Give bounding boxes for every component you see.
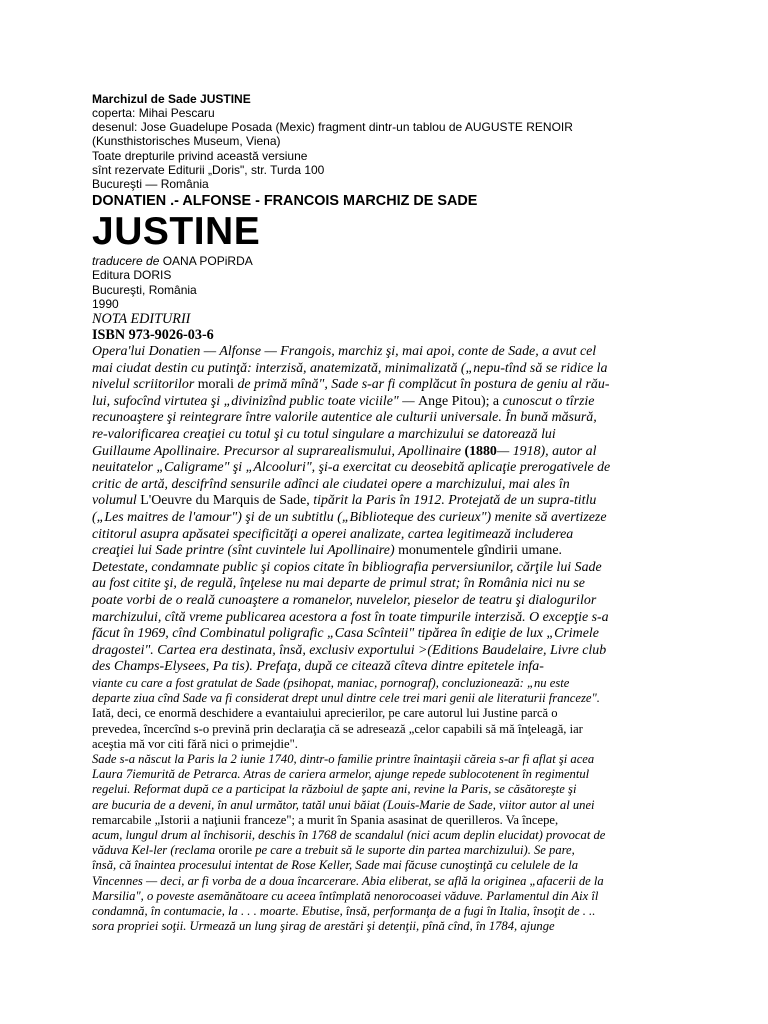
text-run: Guillaume Apollinaire. Precursor al suprarealismului, Apollinaire	[92, 443, 465, 459]
author-line: DONATIEN .- ALFONSE - FRANCOIS MARCHIZ DE SADE	[92, 193, 478, 210]
drawing-credit: desenul: Jose Guadelupe Posada (Mexic) fragment dintr-un tablou de AUGUSTE RENOIR	[92, 120, 573, 135]
body-line	[92, 752, 672, 767]
place-line: Bucureşti, România	[92, 282, 197, 297]
body-line	[92, 782, 672, 797]
body-line	[92, 444, 672, 461]
body-line	[92, 659, 672, 676]
body-line	[92, 767, 672, 782]
body-line	[92, 460, 672, 477]
text-run: Marsilia", o poveste asemănătoare cu aceea întîmplată nenorocoasei văduve. Parlamentul din Aix îl	[92, 888, 599, 903]
text-run: are bucuria de a deveni, în anul următor, tatăl unui băiat (Louis-Marie de Sade, viitor autor al unei	[92, 797, 595, 812]
body-line	[92, 527, 672, 544]
text-run: prevedea, încercînd s-o prevină prin declaraţia că se adresează „celor capabili să mă înţeleagă, iar	[92, 721, 583, 736]
text-run: tipărit la Paris în 1912. Protejată de un supra-titlu	[309, 493, 597, 509]
text-run: Ange Pitou	[418, 393, 481, 409]
isbn-line: ISBN 973-9026-03-6	[92, 327, 214, 344]
front-title-line: Marchizul de Sade JUSTINE	[92, 92, 251, 106]
text-run: parcă o	[517, 706, 558, 721]
city-line: Bucureşti — România	[92, 177, 209, 192]
text-run: (1880	[464, 443, 497, 459]
publisher-line: Editura DORIS	[92, 268, 172, 283]
text-run: acum, lungul drum al închisorii, deschis în 1768 de scandalul (nici acum deplin elucidat) provocat de	[92, 827, 606, 842]
body-line	[92, 377, 672, 394]
text-run: dragostei". Cartea era destinata, însă, exclusiv exportului >(Editions Baudelaire, Livre club	[92, 642, 607, 658]
body-line	[92, 643, 672, 660]
body-line	[92, 493, 672, 510]
text-run: cititorul asupra apăsatei specificităţi a operei analizate, cartea legitimează includerea	[92, 526, 574, 542]
body-line	[92, 361, 672, 378]
text-run: Justine	[482, 706, 518, 721]
body-line	[92, 904, 672, 919]
body-text-small	[92, 676, 672, 934]
body-line	[92, 344, 672, 361]
section-heading: NOTA EDITURII	[92, 311, 191, 328]
rights-line-2: sînt rezervate Editurii „Doris", str. Turda 100	[92, 162, 325, 177]
body-line	[92, 813, 672, 828]
text-run: mai ciudat destin cu putinţă: interzisă, anatemizată, minimalizată („nepu-tînd să se ridice la	[92, 360, 608, 376]
text-run: regelui. Reformat după ce a participat la războiul de şapte ani, revine la Paris, se căsătoreşte şi	[92, 782, 577, 797]
body-line	[92, 543, 672, 560]
text-run: monumentele gîndirii umane.	[398, 543, 563, 559]
text-run: Opera'lui Donatien — Alfonse — Frangois, marchiz şi, mai apoi, conte de Sade, a avut cel	[92, 344, 597, 360]
text-run: morali	[197, 377, 234, 393]
text-run: recunoaştere şi reintegrare între valorile autentice ale culturii universale. În bună măsură,	[92, 410, 597, 426]
text-run: volumul	[92, 493, 141, 509]
text-run: poate vorbi de o reală cunoaştere a romanelor, nuvelelor, pieselor de teatru şi dialogurilor	[92, 592, 597, 608]
text-run: marchizului, cîtă vreme publicarea acestora a fost în toate timpurile interzisă. O excepţie s-a	[92, 609, 609, 625]
text-run: des Champs-Elysees, Pa tis). Prefaţa, după ce citează cîteva dintre epitetele infa-	[92, 659, 544, 675]
text-run: nivelul scriitorilor	[92, 377, 198, 393]
body-line	[92, 560, 672, 577]
translation-line	[92, 254, 692, 268]
text-run: L'Oeuvre du Marquis de Sade,	[140, 493, 310, 509]
text-run: făcut în 1969, cînd Combinatul poligrafic „Casa Scînteii" tipărea în ediţie de lux „Crimele	[92, 626, 599, 642]
text-run: ororile	[218, 843, 253, 858]
translation-prefix: traducere de	[92, 254, 163, 269]
text-run: departe ziua cînd Sade va fi considerat drept unul dintre cele trei mari genii ale literaturii franceze".	[92, 691, 600, 706]
text-run: viante cu care a fost gratulat de Sade (psihopat, maniac, pornograf), concluzionează: „nu este	[92, 675, 570, 690]
text-run: Laura 7iemurită de Petrarca. Atras de cariera armelor, ajunge repede sublocotenent în regimentul	[92, 767, 590, 782]
text-run: re-valorificarea creaţiei cu totul şi cu totul singulare a marchizului se datorează lui	[92, 427, 556, 442]
body-line	[92, 610, 672, 627]
text-run: aceştia mă vor citi fără nici o primejdie".	[92, 736, 298, 751]
body-line	[92, 722, 672, 737]
text-run: văduva Kel-ler (reclama	[92, 843, 219, 858]
body-line	[92, 593, 672, 610]
body-line	[92, 828, 672, 843]
body-line	[92, 394, 672, 411]
text-run: Detestate, condamnate public şi copios citate în bibliografia perversiunilor, cărţile lui Sade	[92, 559, 602, 575]
body-line	[92, 737, 672, 752]
text-run: au fost citite şi, de regulă, înţelese nu mai departe de primul strat; în România nici nu se	[92, 576, 585, 592]
text-run: cunoscut o tîrzie	[502, 393, 595, 409]
book-title: JUSTINE	[92, 210, 261, 254]
body-line	[92, 919, 672, 934]
museum-credit: (Kunsthistorisches Museum, Viena)	[92, 134, 281, 149]
translator-name: OANA POPiRDA	[162, 254, 253, 269]
text-run: creaţiei lui Sade printre (sînt cuvintele lui Apollinaire)	[92, 543, 399, 559]
body-line	[92, 706, 672, 721]
body-line	[92, 874, 672, 889]
body-line	[92, 510, 672, 527]
text-run: ); a	[480, 393, 503, 409]
body-line	[92, 691, 672, 706]
body-line	[92, 427, 672, 444]
rights-line-1: Toate drepturile privind această versiune	[92, 148, 308, 163]
text-run: lui, sufocînd virtutea şi „divinizînd public toate viciile" —	[92, 393, 419, 409]
body-line	[92, 626, 672, 643]
text-run: Vincennes — deci, ar fi vorba de a doua încarcerare. Abia eliberat, se află la originea „afacerii de la	[92, 873, 604, 888]
body-text	[92, 344, 672, 676]
text-run: Sade s-a născut la Paris la 2 iunie 1740, dintr-o familie printre înaintaşii căreia s-ar fi aflat şi acea	[92, 751, 595, 766]
body-line	[92, 477, 672, 494]
body-line	[92, 858, 672, 873]
body-line	[92, 576, 672, 593]
text-run: pe care a trebuit să le suporte din partea marchizului). Se pare,	[252, 843, 575, 858]
text-run: de primă mînă", Sade s-ar fi complăcut în postura de geniu al rău-	[234, 377, 610, 393]
body-line	[92, 798, 672, 813]
text-run: sora propriei soţii. Urmează un lung şirag de arestări şi detenţii, pînă cînd, în 1784, ajunge	[92, 919, 555, 934]
body-line	[92, 889, 672, 904]
text-run: Iată, deci, ce enormă deschidere a evantaiului aprecierilor, pe care autorul lui	[92, 706, 483, 721]
text-run: condamnă, în contumacie, la . . . moarte. Ebutise, însă, performanţa de a fugi în Italia, însoţit de . ..	[92, 903, 596, 918]
text-run: critic de artă, descifrînd sensurile adînci ale ciudatei opere a marchizului, mai ales în	[92, 476, 570, 492]
body-line	[92, 676, 672, 691]
text-run: remarcabile „Istorii a naţiunii franceze"; a murit în Spania asasinat de querilleros. Va începe,	[92, 812, 559, 827]
body-line	[92, 410, 672, 427]
text-run: neuitatelor „Caligrame" şi „Alcooluri", şi-a exercitat cu deosebită aplicaţie prerogativele de	[92, 460, 611, 476]
text-run: însă, că înaintea procesului intentat de Rose Keller, Sade mai făcuse cunoştinţă cu celulele de la	[92, 858, 579, 873]
document-page	[92, 92, 692, 934]
year-line: 1990	[92, 296, 119, 311]
text-run: — 1918), autor al	[496, 443, 597, 459]
text-run: („Les maitres de l'amour") şi de un subtitlu („Biblioteque des curieux") menite să avertizeze	[92, 509, 607, 525]
cover-credit: coperta: Mihai Pescaru	[92, 106, 215, 120]
body-line	[92, 843, 672, 858]
